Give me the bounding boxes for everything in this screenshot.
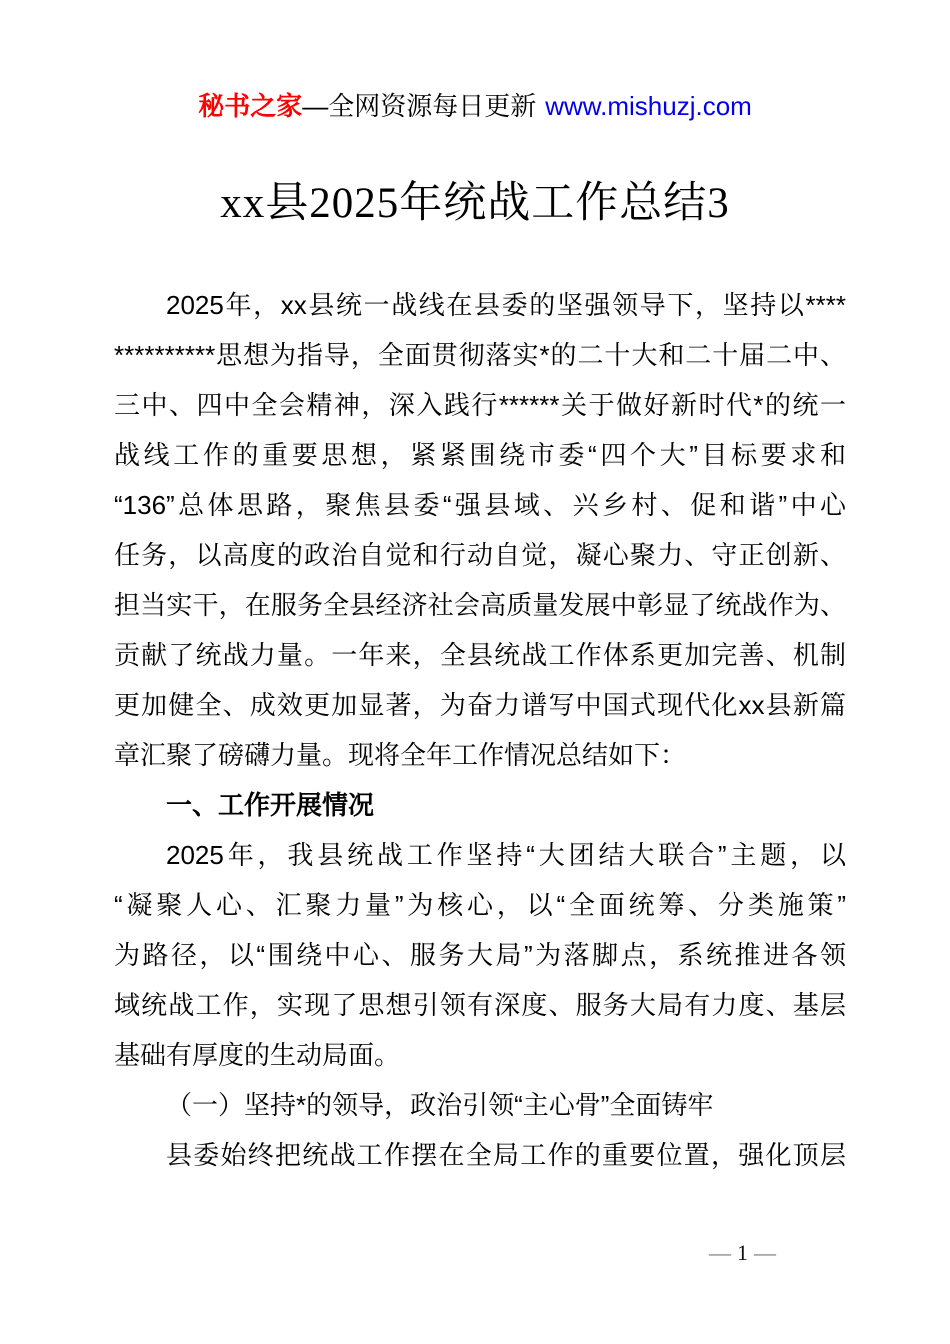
text-line: 2025年，xx县统一战线在县委的坚强领导下，坚持以**** <box>166 290 846 320</box>
site-brand: 秘书之家 <box>198 91 303 121</box>
text-line: 域统战工作，实现了思想引领有深度、服务大局有力度、基层 <box>114 990 846 1020</box>
page-number-left-dash: — <box>709 1240 731 1265</box>
text-line: （一）坚持*的领导，政治引领“主心骨”全面铸牢 <box>166 1090 714 1120</box>
text-line: 更加健全、成效更加显著，为奋力谱写中国式现代化xx县新篇 <box>114 690 846 720</box>
page-number-value: 1 <box>737 1240 748 1265</box>
text-line: 三中、四中全会精神，深入践行******关于做好新时代*的统一 <box>114 390 846 420</box>
text-line: 任务，以高度的政治自觉和行动自觉，凝心聚力、守正创新、 <box>114 540 846 570</box>
page-number <box>703 1238 782 1268</box>
text-line: “136”总体思路，聚焦县委“强县域、兴乡村、促和谐”中心 <box>114 490 846 520</box>
site-header <box>0 86 950 126</box>
text-line: 基础有厚度的生动局面。 <box>114 1040 401 1070</box>
text-line: 章汇聚了磅礴力量。现将全年工作情况总结如下： <box>114 740 687 770</box>
text-line: 贡献了统战力量。一年来，全县统战工作体系更加完善、机制 <box>114 640 846 670</box>
text-line: 为路径，以“围绕中心、服务大局”为落脚点，系统推进各领 <box>114 940 846 970</box>
text-line: 2025年，我县统战工作坚持“大团结大联合”主题，以 <box>166 840 846 870</box>
text-line: **********思想为指导，全面贯彻落实*的二十大和二十届二中、 <box>114 340 846 370</box>
site-url-link[interactable]: www.mishuzj.com <box>545 91 752 121</box>
text-line: 县委始终把统战工作摆在全局工作的重要位置，强化顶层 <box>166 1140 846 1170</box>
site-tagline: 全网资源每日更新 <box>328 91 537 121</box>
text-line: 战线工作的重要思想，紧紧围绕市委“四个大”目标要求和 <box>114 440 846 470</box>
document-body <box>114 280 846 1180</box>
header-separator: — <box>302 91 329 121</box>
text-line: “凝聚人心、汇聚力量”为核心，以“全面统筹、分类施策” <box>114 890 846 920</box>
section-heading-line: 一、工作开展情况 <box>166 790 375 820</box>
page-number-right-dash: — <box>754 1240 776 1265</box>
text-line: 担当实干，在服务全县经济社会高质量发展中彰显了统战作为、 <box>114 590 846 620</box>
page-title: xx县2025年统战工作总结3 <box>220 180 730 227</box>
